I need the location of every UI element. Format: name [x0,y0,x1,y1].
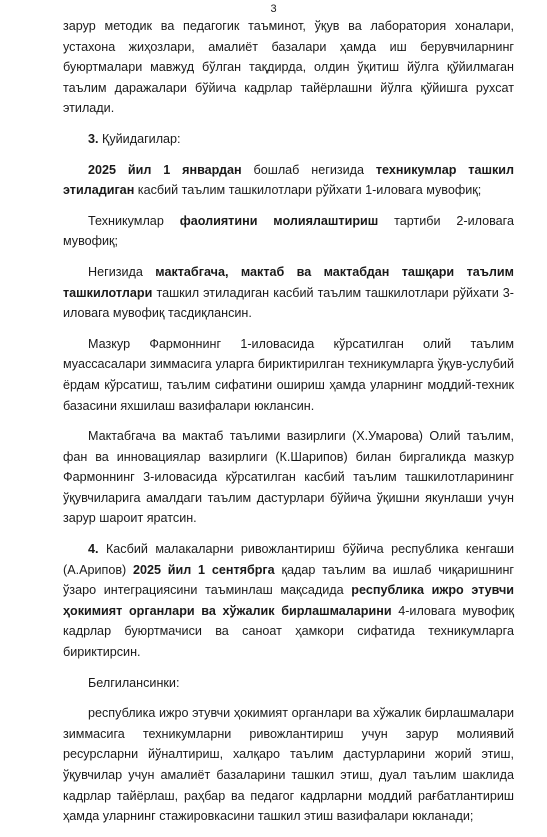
paragraph-technikums-list [63,160,514,201]
bold-text: фаолиятини молиялаштириш [179,213,379,228]
document-body [63,16,514,837]
bold-text: 4. [88,542,99,557]
paragraph-established [63,673,514,694]
text-run: республика ижро этувчи ҳокимият органлари ва хўжалик бирлашмалари зиммасига техникумларни ривожлантириш учун зарур молиявий ресурсларни йўналтириш, халқаро таълим дастурларини жорий этиш, ўқувчилар учун амалиёт базаларини ташкил этиш, дуал таълим шаклида кадрлар тайёрлаш, раҳбар ва педагог кадрларни моддий рағбатлантириш ҳамда уларнинг стажировкасини ташкил этиш вазифалари юкланади; [63,706,514,824]
text-run: Қуйидагилар: [98,131,181,146]
text-run: Мактабгача ва мактаб таълими вазирлиги (Х.Умарова) Олий таълим, фан ва инновациялар вазирлиги (К.Шарипов) билан биргаликда мазкур Фармоннинг 3-иловасида кўрсатилган касбий таълим ташкилотларининг ўқувчиларига амалдаги таълим дастурлари бўйича ўқишни якунлаши учун зарур шароит яратсин. [63,429,514,526]
paragraph-financing-order [63,211,514,252]
text-run: Техникумлар [88,213,180,228]
bold-text: техникумлар ташкил этиладиган [63,162,514,198]
text-run: 4-иловага мувофиқ кадрлар буюртмачиси ва саноат ҳамкори сифатида техникумларга бириктирсин. [63,603,514,660]
text-run: Негизида [88,264,156,279]
paragraph-item-4 [63,539,514,663]
text-run: касбий таълим ташкилотлари рўйхати 1-иловага мувофиқ; [134,183,482,198]
text-run: қадар таълим ва ишлаб чиқаришнинг ўзаро интеграциясини таъминлаш мақсадида [63,562,514,598]
text-run: бошлаб негизида [241,162,376,177]
bold-text: 2025 йил 1 январдан [88,162,242,177]
paragraph-higher-education [63,334,514,416]
text-run: ташкил этиладиган касбий таълим ташкилотлари рўйхати 3-иловага мувофиқ тасдиқлансин. [63,285,514,321]
page-number: 3 [270,3,277,15]
bold-text: мактабгача, мактаб ва мактабдан ташқари таълим ташкилотлари [63,264,514,300]
text-run: Мазкур Фармоннинг 1-иловасида кўрсатилган олий таълим муассасалари зиммасига уларга бириктирилган техникумларга ўқув-услубий ёрдам кўрсатиш, таълим сифатини ошириш ҳамда уларнинг моддий-техник базасини яхшилаш вазифалари юклансин. [63,336,514,413]
bold-text: 3. [88,131,99,146]
paragraph-continuation [63,16,514,119]
paragraph-republic-bodies [63,703,514,827]
paragraph-preschool-orgs [63,262,514,324]
paragraph-item-3-heading [63,129,514,150]
text-run: Белгилансинки: [88,675,180,690]
bold-text: республика ижро этувчи ҳокимият органлари ва хўжалик бирлашмаларини [63,583,514,618]
bold-text: 2025 йил 1 сентябрга [133,562,275,577]
text-run: тартиби 2-иловага мувофиқ; [63,213,514,249]
paragraph-ministry-preschool [63,426,514,529]
text-run: зарур методик ва педагогик таъминот, ўқув ва лаборатория хоналари, устахона жиҳозлари, амалиёт базалари ҳамда иш берувчиларнинг буюртмалари мавжуд бўлган тақдирда, олдин ўқитиш йўлга қўйилмаган таълим даражалари бўйича кадрлар тайёрлашни йўлга қўйишга рухсат этилади. [63,19,514,116]
text-run: Касбий малакаларни ривожлантириш бўйича республика кенгаши (А.Арипов) [63,542,514,577]
